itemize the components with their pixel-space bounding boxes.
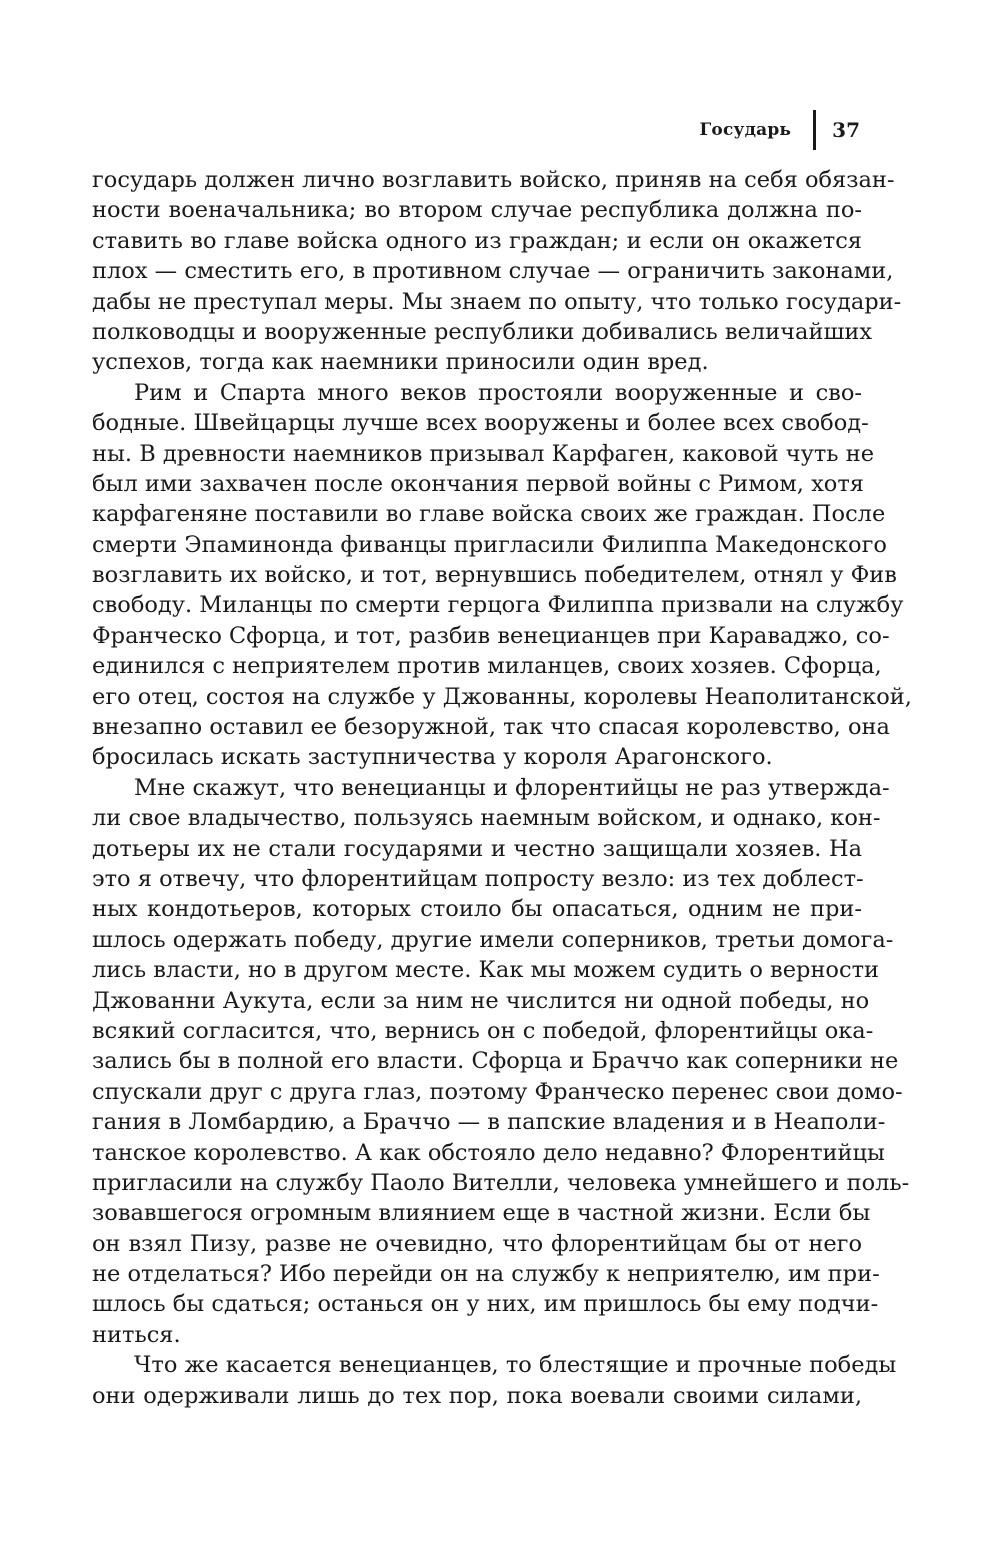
text-line: полководцы и вооруженные республики добивались величайших bbox=[92, 318, 873, 345]
text-line: свободу. Миланцы по смерти герцога Филиппа призвали на службу bbox=[92, 592, 904, 619]
text-line: не отделаться? Ибо перейди он на службу к неприятелю, им при- bbox=[92, 1261, 880, 1288]
text-line: он взял Пизу, разве не очевидно, что флорентийцам бы от него bbox=[92, 1230, 862, 1257]
paragraph bbox=[92, 165, 902, 378]
text-line: Франческо Сфорца, и тот, разбив венецианцев при Караваджо, со- bbox=[92, 622, 890, 649]
text-line: Джованни Аукута, если за ним не числится ни одной победы, но bbox=[92, 987, 870, 1014]
text-line: успехов, тогда как наемники приносили один вред. bbox=[92, 349, 709, 376]
paragraph bbox=[92, 378, 912, 773]
page-number: 37 bbox=[832, 118, 860, 142]
text-line: государь должен лично возглавить войско, приняв на себя обязан- bbox=[92, 167, 895, 193]
text-line: ны. В древности наемников призывал Карфаген, каковой чуть не bbox=[92, 440, 875, 467]
text-line: плох — сместить его, в противном случае — ограничить законами, bbox=[92, 258, 894, 285]
header-divider bbox=[813, 110, 816, 150]
text-line: лись власти, но в другом месте. Как мы можем судить о верности bbox=[92, 957, 880, 984]
text-line: карфагеняне поставили во главе войска своих же граждан. После bbox=[92, 501, 886, 528]
text-line: бодные. Швейцарцы лучше всех вооружены и более всех свобод- bbox=[92, 410, 869, 437]
text-line: танское королевство. А как обстояло дело недавно? Флорентийцы bbox=[92, 1139, 885, 1166]
text-line: спускали друг с друга глаз, поэтому Франческо перенес свои домо- bbox=[92, 1078, 903, 1105]
text-line: шлось бы сдаться; останься он у них, им пришлось бы ему подчи- bbox=[92, 1291, 879, 1318]
text-line: его отец, состоя на службе у Джованны, королевы Неаполитанской, bbox=[92, 683, 912, 710]
body-text bbox=[92, 165, 912, 1411]
running-header bbox=[699, 108, 860, 152]
text-line: Мне скажут, что венецианцы и флорентийцы не раз утвержда- bbox=[134, 774, 890, 801]
running-header-title: Государь bbox=[699, 120, 792, 140]
text-line: дотьеры их не стали государями и честно защищали хозяев. На bbox=[92, 835, 862, 862]
text-line: ности военачальника; во втором случае республика должна по- bbox=[92, 197, 862, 224]
text-line: бросилась искать заступничества у короля Арагонского. bbox=[92, 744, 773, 771]
text-line: гания в Ломбардию, а Браччо — в папские владения и в Неаполи- bbox=[92, 1109, 886, 1136]
text-line: единился с неприятелем против миланцев, своих хозяев. Сфорца, bbox=[92, 653, 882, 680]
text-line: зовавшегося огромным влиянием еще в частной жизни. Если бы bbox=[92, 1200, 871, 1227]
text-line: шлось одержать победу, другие имели соперников, третьи домога- bbox=[92, 926, 894, 953]
text-line: зались бы в полной его власти. Сфорца и Браччо как соперники не bbox=[92, 1048, 899, 1075]
text-line: дабы не преступал меры. Мы знаем по опыту, что только государи- bbox=[92, 288, 902, 315]
text-line: ли свое владычество, пользуясь наемным войском, и однако, кон- bbox=[92, 805, 881, 832]
paragraph bbox=[92, 773, 910, 1350]
text-line: был ими захвачен после окончания первой войны с Римом, хотя bbox=[92, 470, 864, 497]
text-line: смерти Эпаминонда фиванцы пригласили Филиппа Македонского bbox=[92, 531, 887, 558]
text-line: Рим и Спарта много веков простояли вооруженные и сво- bbox=[134, 379, 862, 406]
text-line: всякий согласится, что, вернись он с победой, флорентийцы ока- bbox=[92, 1017, 874, 1044]
text-line: Что же касается венецианцев, то блестящие и прочные победы bbox=[134, 1352, 897, 1379]
text-line: это я отвечу, что флорентийцам попросту везло: из тех доблест- bbox=[92, 865, 864, 892]
text-line: возглавить их войско, и тот, вернувшись победителем, отнял у Фив bbox=[92, 562, 897, 589]
paragraph bbox=[92, 1350, 897, 1411]
text-line: ниться. bbox=[92, 1321, 181, 1348]
text-line: внезапно оставил ее безоружной, так что спасая королевство, она bbox=[92, 714, 890, 741]
text-line: ных кондотьеров, которых стоило бы опасаться, одним не при- bbox=[92, 896, 862, 923]
text-line: пригласили на службу Паоло Вителли, человека умнейшего и поль- bbox=[92, 1169, 910, 1196]
text-line: они одерживали лишь до тех пор, пока воевали своими силами, bbox=[92, 1382, 862, 1409]
text-line: ставить во главе войска одного из граждан; и если он окажется bbox=[92, 227, 862, 254]
